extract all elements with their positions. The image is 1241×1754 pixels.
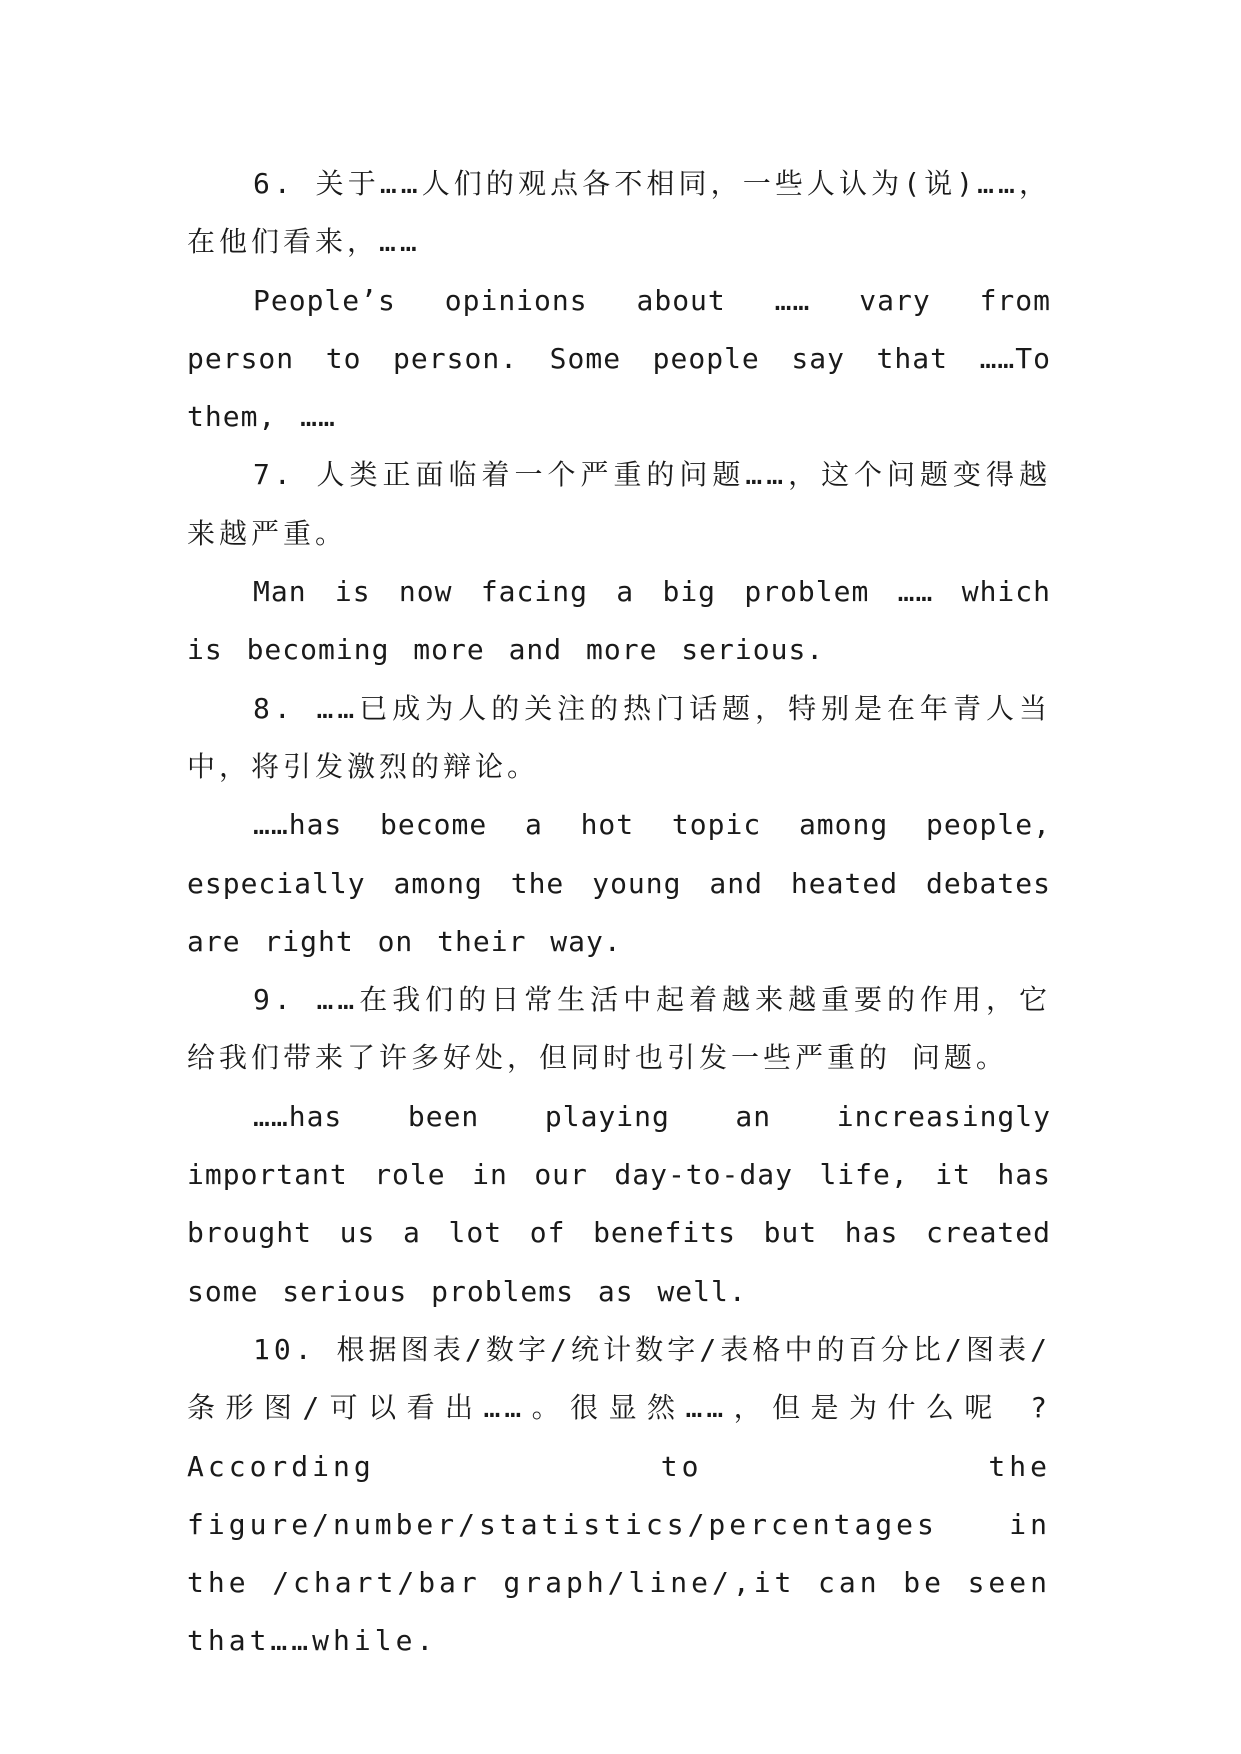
paragraph-7-chinese: 7. 人类正面临着一个严重的问题……，这个问题变得越来越严重。 bbox=[187, 458, 1051, 550]
document-body bbox=[187, 155, 1051, 1671]
paragraph-6-english: People’s opinions about …… vary from person to person. Some people say that ……To them, …… bbox=[187, 283, 1051, 434]
paragraph-9-english: ……has been playing an increasingly important role in our day-to-day life, it has brought us a lot of benefits but has created some serious problems as well. bbox=[187, 1099, 1051, 1308]
paragraph-10-mixed: 10. 根据图表/数字/统计数字/表格中的百分比/图表/条形图/可以看出……。很显然……，但是为什么呢 ?According to the figure/number/statistics/percentages in the /chart/bar graph/line/,it can be seen that……while. bbox=[187, 1332, 1051, 1658]
paragraph-8-chinese: 8. ……已成为人的关注的热门话题，特别是在年青人当中，将引发激烈的辩论。 bbox=[187, 691, 1051, 783]
paragraph-6-chinese: 6. 关于……人们的观点各不相同，一些人认为(说)……，在他们看来，…… bbox=[187, 167, 1051, 259]
paragraph-8-english: ……has become a hot topic among people, especially among the young and heated debates are right on their way. bbox=[187, 808, 1051, 958]
paragraph-9-chinese: 9. ……在我们的日常生活中起着越来越重要的作用，它给我们带来了许多好处，但同时也引发一些严重的 问题。 bbox=[187, 983, 1051, 1075]
paragraph-7-english: Man is now facing a big problem …… which is becoming more and more serious. bbox=[187, 575, 1051, 667]
